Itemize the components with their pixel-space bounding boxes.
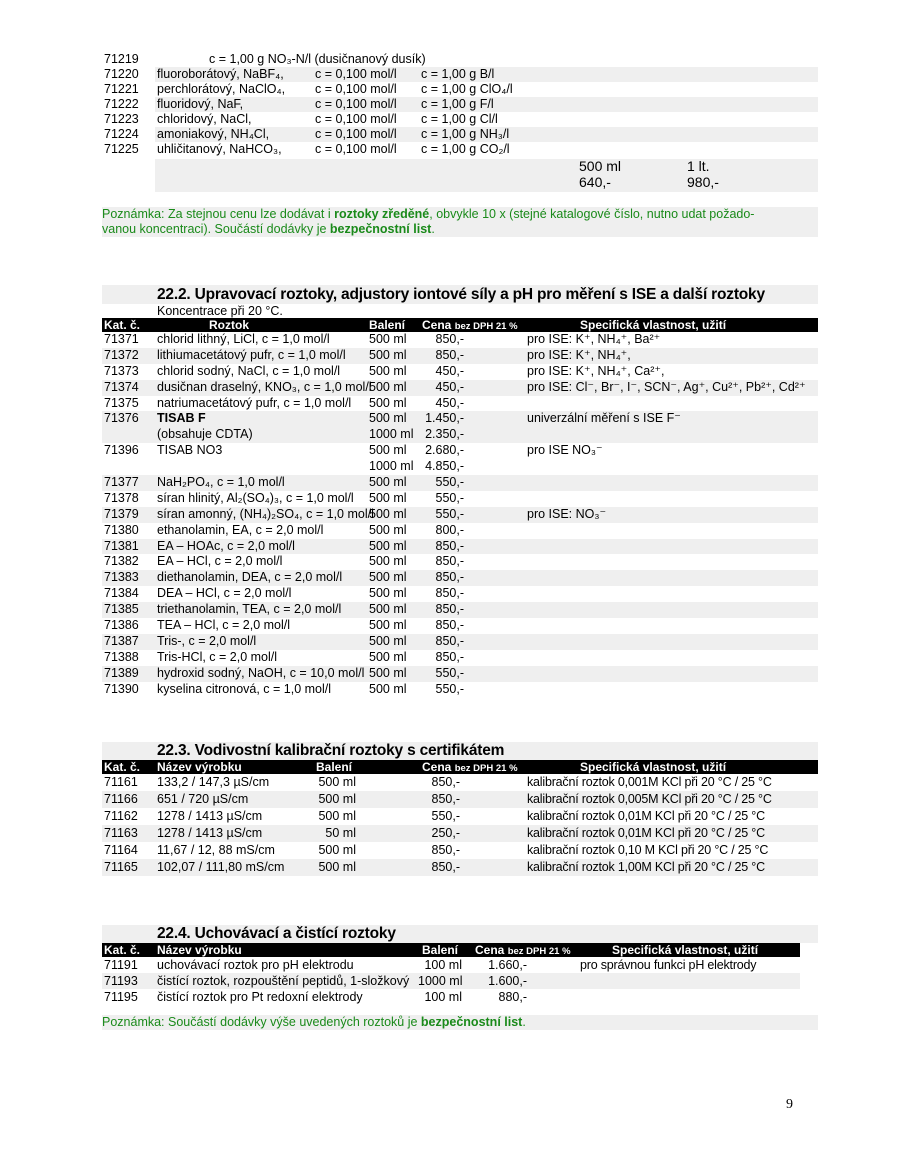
mass-concentration: c = 1,00 g Cl/l [421, 112, 498, 126]
package-size: 500 ml [369, 522, 407, 537]
price: 550,- [435, 681, 464, 696]
section-21-note [102, 207, 818, 237]
table-row [102, 112, 818, 127]
table-row [102, 539, 818, 555]
price: 450,- [435, 379, 464, 394]
price: 2.680,- [425, 443, 464, 458]
section-21-prices [102, 159, 818, 192]
price-sizes-row [155, 159, 818, 175]
table-row [102, 52, 818, 67]
usage: pro ISE: K⁺, NH₄⁺, Ba²⁺ [527, 332, 661, 346]
cat-number: 71162 [104, 809, 138, 823]
price: 850,- [431, 860, 460, 874]
solution-name: Tris-, c = 2,0 mol/l [157, 633, 257, 648]
table-row [102, 973, 800, 989]
concentration: c = 0,100 mol/l [315, 82, 397, 96]
price: 550,- [431, 809, 460, 823]
table-row [102, 127, 818, 142]
cat-number: 71383 [104, 570, 139, 585]
table-row [102, 67, 818, 82]
cat-number: 71165 [104, 860, 138, 874]
usage: pro ISE: NO₃⁻ [527, 506, 607, 521]
price: 850,- [435, 633, 464, 648]
section-22-3-rows [102, 774, 818, 876]
price: 450,- [435, 395, 464, 410]
usage: kalibrační roztok 0,01M KCl při 20 °C / 25 °C [527, 809, 765, 823]
cat-number: 71372 [104, 347, 139, 362]
cat-number: 71193 [104, 974, 138, 988]
price: 550,- [435, 665, 464, 680]
solution-name: ethanolamin, EA, c = 2,0 mol/l [157, 522, 324, 537]
package-size: 100 ml [424, 990, 462, 1004]
cat-number: 71376 [104, 411, 139, 426]
price: 850,- [435, 570, 464, 585]
usage: kalibrační roztok 1,00M KCl při 20 °C / 25 °C [527, 860, 765, 874]
package-size: 500 ml [318, 860, 356, 874]
package-size: 500 ml [369, 681, 407, 696]
cat-number: 71375 [104, 395, 139, 410]
table-row [102, 82, 818, 97]
solution-name: EA – HCl, c = 2,0 mol/l [157, 554, 283, 569]
concentration: c = 0,100 mol/l [315, 112, 397, 126]
cat-number: 71381 [104, 538, 139, 553]
table-row [102, 666, 818, 682]
table-row [102, 554, 818, 570]
price: 850,- [435, 586, 464, 601]
price-value-1lt: 980,- [687, 174, 719, 190]
cat-number: 71385 [104, 602, 139, 617]
package-size: 500 ml [369, 379, 407, 394]
concentration: c = 0,100 mol/l [315, 97, 397, 111]
price: 550,- [435, 475, 464, 490]
section-title: 22.4. Uchovávací a čistící roztoky [102, 925, 818, 943]
price-value-500: 640,- [579, 174, 611, 190]
solution-name: uhličitanový, NaHCO₃, [157, 142, 282, 156]
price: 1.660,- [488, 958, 527, 972]
solution-name: chloridový, NaCl, [157, 112, 252, 126]
product-name: 1278 / 1413 µS/cm [157, 826, 263, 840]
cat-number: 71380 [104, 522, 139, 537]
solution-name: lithiumacetátový pufr, c = 1,0 mol/l [157, 347, 346, 362]
solution-name: triethanolamin, TEA, c = 2,0 mol/l [157, 602, 342, 617]
table-row [102, 427, 818, 443]
usage: pro ISE: Cl⁻, Br⁻, I⁻, SCN⁻, Ag⁺, Cu²⁺, Pb²⁺, Cd²⁺ [527, 379, 806, 394]
usage: kalibrační roztok 0,10 M KCl při 20 °C / 25 °C [527, 843, 769, 857]
table-row [102, 618, 818, 634]
price: 550,- [435, 506, 464, 521]
solution-name: EA – HOAc, c = 2,0 mol/l [157, 538, 295, 553]
usage: pro ISE: K⁺, NH₄⁺, Ca²⁺, [527, 363, 665, 378]
package-size: 500 ml [369, 363, 407, 378]
table-row [102, 859, 818, 876]
concentration: c = 0,100 mol/l [315, 67, 397, 81]
cat-number: 71219 [104, 52, 139, 66]
table-row [102, 348, 818, 364]
package-size: 500 ml [369, 665, 407, 680]
package-size: 500 ml [369, 475, 407, 490]
cat-number: 71379 [104, 506, 139, 521]
price: 450,- [435, 363, 464, 378]
usage: kalibrační roztok 0,01M KCl při 20 °C / 25 °C [527, 826, 765, 840]
mass-concentration: c = 1,00 g CO₂/l [421, 142, 510, 156]
price-size-500: 500 ml [579, 158, 622, 174]
section-22-3 [102, 742, 818, 876]
table-row [102, 142, 818, 157]
price: 850,- [435, 618, 464, 633]
section-title: 22.3. Vodivostní kalibrační roztoky s certifikátem [102, 742, 818, 760]
cat-number: 71382 [104, 554, 139, 569]
product-name: čistící roztok pro Pt redoxní elektrody [157, 990, 363, 1004]
package-size: 500 ml [369, 411, 407, 426]
table-row [102, 634, 818, 650]
table-row [102, 380, 818, 396]
cat-number: 71396 [104, 443, 139, 458]
package-size: 50 ml [325, 826, 356, 840]
product-name: uchovávací roztok pro pH elektrodu [157, 958, 354, 972]
cat-number: 71220 [104, 67, 139, 81]
cat-number: 71221 [104, 82, 139, 96]
package-size: 500 ml [369, 586, 407, 601]
mass-concentration: c = 1,00 g ClO₄/l [421, 82, 513, 96]
section-subtitle: Koncentrace při 20 °C. [157, 304, 283, 318]
package-size: 500 ml [369, 618, 407, 633]
product-name: 133,2 / 147,3 µS/cm [157, 775, 270, 789]
solution-name: síran amonný, (NH₄)₂SO₄, c = 1,0 mol/l [157, 506, 374, 521]
package-size: 500 ml [318, 775, 356, 789]
package-size: 500 ml [369, 602, 407, 617]
cat-number: 71387 [104, 633, 139, 648]
table-row [102, 791, 818, 808]
product-name: čistící roztok, rozpouštění peptidů, 1-složkový [157, 974, 410, 988]
table-row [102, 475, 818, 491]
section-22-2-rows [102, 332, 818, 697]
cat-number: 71225 [104, 142, 139, 156]
table-header: Kat. č. Roztok Balení Cena bez DPH 21 % Specifická vlastnost, užití [102, 318, 818, 332]
solution-name: dusičnan draselný, KNO₃, c = 1,0 mol/l [157, 379, 372, 394]
solution-name: kyselina citronová, c = 1,0 mol/l [157, 681, 332, 696]
cat-number: 71390 [104, 681, 139, 696]
table-row [102, 570, 818, 586]
usage: pro ISE: K⁺, NH₄⁺, [527, 347, 631, 362]
table-row [102, 507, 818, 523]
page-number: 9 [786, 1097, 793, 1112]
solution-name: TEA – HCl, c = 2,0 mol/l [157, 618, 291, 633]
usage: pro ISE NO₃⁻ [527, 443, 603, 458]
price: 800,- [435, 522, 464, 537]
package-size: 500 ml [318, 792, 356, 806]
package-size: 500 ml [369, 395, 407, 410]
price: 850,- [435, 602, 464, 617]
solution-name: (obsahuje CDTA) [157, 427, 253, 442]
usage: kalibrační roztok 0,001M KCl při 20 °C / 25 °C [527, 775, 772, 789]
note-dilute: Poznámka: Za stejnou cenu lze dodávat i roztoky zředěné, obvykle 10 x (stejné katalogové číslo, nutno udat požado- vanou koncentraci). Součástí dodávky je bezpečnostní list. [102, 207, 818, 237]
table-row [102, 650, 818, 666]
table-row [102, 523, 818, 539]
table-row [102, 586, 818, 602]
table-row [102, 97, 818, 112]
price: 850,- [435, 554, 464, 569]
package-size: 500 ml [369, 443, 407, 458]
cat-number: 71163 [104, 826, 138, 840]
cat-number: 71166 [104, 792, 138, 806]
package-size: 500 ml [369, 506, 407, 521]
package-size: 500 ml [369, 347, 407, 362]
mass-concentration: c = 1,00 g F/l [421, 97, 494, 111]
solution-name: TISAB F [157, 411, 206, 426]
price-size-1lt: 1 lt. [687, 158, 710, 174]
section-22-4 [102, 925, 818, 1030]
cat-number: 71389 [104, 665, 139, 680]
table-row [102, 957, 818, 973]
price: 4.850,- [425, 459, 464, 474]
note-safety-sheet: Poznámka: Součástí dodávky výše uvedených roztoků je bezpečnostní list. [102, 1015, 818, 1030]
solution-name: síran hlinitý, Al₂(SO₄)₃, c = 1,0 mol/l [157, 490, 354, 505]
solution-name: fluoridový, NaF, [157, 97, 244, 111]
solution-name: fluoroborátový, NaBF₄, [157, 67, 284, 81]
package-size: 500 ml [369, 633, 407, 648]
price: 250,- [431, 826, 460, 840]
table-row [102, 682, 818, 698]
cat-number: 71223 [104, 112, 139, 126]
cat-number: 71371 [104, 332, 139, 346]
price: 2.350,- [425, 427, 464, 442]
product-name: 651 / 720 µS/cm [157, 792, 249, 806]
package-size: 500 ml [369, 490, 407, 505]
product-name: 1278 / 1413 µS/cm [157, 809, 263, 823]
table-row [102, 411, 818, 427]
price: 850,- [435, 538, 464, 553]
table-row [102, 443, 818, 459]
concentration: c = 0,100 mol/l [315, 127, 397, 141]
price: 1.450,- [425, 411, 464, 426]
solution-name: NaH₂PO₄, c = 1,0 mol/l [157, 475, 285, 490]
table-header: Kat. č. Název výrobku Balení Cena bez DPH 21 % Specifická vlastnost, užití [102, 760, 818, 774]
solution-name: natriumacetátový pufr, c = 1,0 mol/l [157, 395, 352, 410]
solution-name: hydroxid sodný, NaOH, c = 10,0 mol/l [157, 665, 365, 680]
price: 850,- [435, 332, 464, 346]
cat-number: 71377 [104, 475, 139, 490]
cat-number: 71161 [104, 775, 138, 789]
solution-name: chlorid lithný, LiCl, c = 1,0 mol/l [157, 332, 330, 346]
usage: univerzální měření s ISE F⁻ [527, 411, 681, 426]
cat-number: 71373 [104, 363, 139, 378]
concentration: c = 1,00 g NO₃-N/l (dusičnanový dusík) [209, 52, 426, 66]
table-row [102, 332, 818, 348]
solution-name: TISAB NO3 [157, 443, 223, 458]
package-size: 1000 ml [418, 974, 463, 988]
price: 850,- [435, 649, 464, 664]
table-row [102, 825, 818, 842]
product-name: 11,67 / 12, 88 mS/cm [157, 843, 275, 857]
cat-number: 71191 [104, 958, 138, 972]
section-title: 22.2. Upravovací roztoky, adjustory iontové síly a pH pro měření s ISE a další roztoky [102, 285, 818, 304]
concentration: c = 0,100 mol/l [315, 142, 397, 156]
cat-number: 71384 [104, 586, 139, 601]
cat-number: 71386 [104, 618, 139, 633]
table-row [102, 364, 818, 380]
cat-number: 71222 [104, 97, 139, 111]
cat-number: 71378 [104, 490, 139, 505]
price: 850,- [431, 843, 460, 857]
solution-name: chlorid sodný, NaCl, c = 1,0 mol/l [157, 363, 341, 378]
cat-number: 71388 [104, 649, 139, 664]
cat-number: 71224 [104, 127, 139, 141]
cat-number: 71195 [104, 990, 138, 1004]
section-21-table [102, 52, 818, 157]
solution-name: DEA – HCl, c = 2,0 mol/l [157, 586, 292, 601]
solution-name: Tris-HCl, c = 2,0 mol/l [157, 649, 278, 664]
cat-number: 71164 [104, 843, 138, 857]
package-size: 100 ml [424, 958, 462, 972]
cat-number: 71374 [104, 379, 139, 394]
package-size: 500 ml [369, 649, 407, 664]
package-size: 500 ml [369, 538, 407, 553]
table-row [102, 774, 818, 791]
price: 850,- [435, 347, 464, 362]
price: 880,- [498, 990, 527, 1004]
package-size: 500 ml [369, 570, 407, 585]
package-size: 1000 ml [369, 427, 414, 442]
table-row [102, 491, 818, 507]
section-22-4-rows [102, 957, 818, 1005]
table-row [102, 808, 818, 825]
package-size: 500 ml [318, 843, 356, 857]
package-size: 500 ml [369, 554, 407, 569]
mass-concentration: c = 1,00 g B/l [421, 67, 495, 81]
table-row [102, 842, 818, 859]
table-row [102, 459, 818, 475]
price: 550,- [435, 490, 464, 505]
solution-name: perchlorátový, NaClO₄, [157, 82, 286, 96]
usage: pro správnou funkci pH elektrody [580, 958, 757, 972]
package-size: 500 ml [369, 332, 407, 346]
table-row [102, 989, 818, 1005]
package-size: 1000 ml [369, 459, 414, 474]
product-name: 102,07 / 111,80 mS/cm [157, 860, 285, 874]
section-22-2 [102, 285, 818, 697]
mass-concentration: c = 1,00 g NH₃/l [421, 127, 510, 141]
usage: kalibrační roztok 0,005M KCl při 20 °C / 25 °C [527, 792, 772, 806]
table-header: Kat. č. Název výrobku Balení Cena bez DPH 21 % Specifická vlastnost, užití [102, 943, 800, 957]
price: 850,- [431, 792, 460, 806]
price-values-row [155, 175, 818, 192]
table-row [102, 396, 818, 412]
price: 1.600,- [488, 974, 527, 988]
table-row [102, 602, 818, 618]
price: 850,- [431, 775, 460, 789]
solution-name: diethanolamin, DEA, c = 2,0 mol/l [157, 570, 343, 585]
solution-name: amoniakový, NH₄Cl, [157, 127, 270, 141]
package-size: 500 ml [318, 809, 356, 823]
